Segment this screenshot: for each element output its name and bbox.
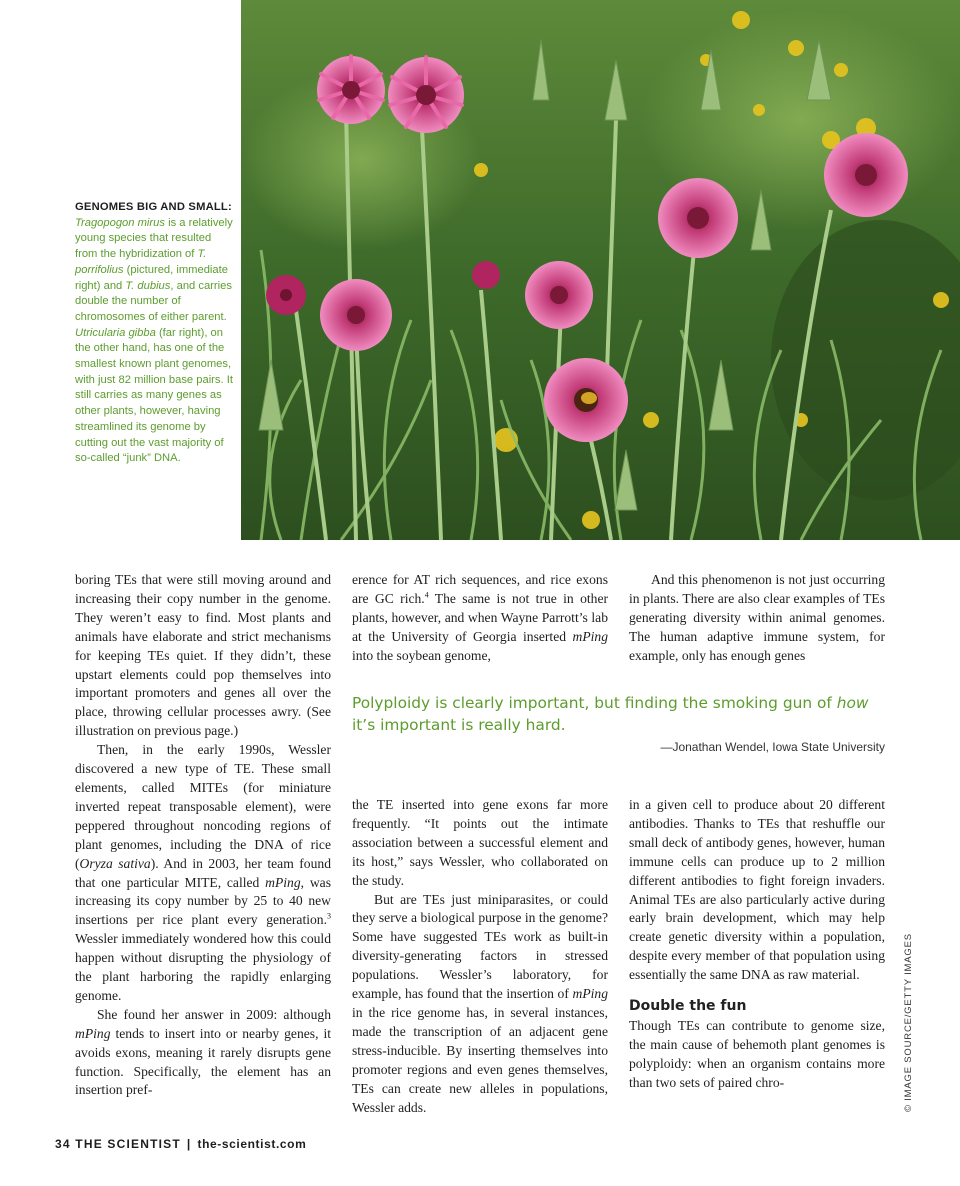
flower-photo <box>241 0 960 540</box>
caption-heading: GENOMES BIG AND SMALL: <box>75 201 232 213</box>
caption-species-name: T. porrifolius <box>75 248 207 276</box>
mping-term: mPing <box>572 628 608 644</box>
article-column-2-bottom <box>352 796 608 1117</box>
page-footer <box>55 1137 306 1151</box>
pull-quote: Polyploidy is clearly important, but finding the smoking gun of how it’s important is really hard. <box>352 694 869 734</box>
paragraph: the TE inserted into gene exons far more frequently. “It points out the intimate association between a successful element and its host,” says Wessler, who collaborated on the study. <box>352 797 608 888</box>
paragraph: Though TEs can contribute to genome size, the main cause of behemoth plant genomes is polyploidy: when an organism contains more than two sets of paired chro- <box>629 1018 885 1090</box>
article-column-3-bottom <box>629 796 885 1093</box>
paragraph: But are TEs just miniparasites, or could they serve a biological purpose in the genome? Some have suggested TEs work as built-in diversity-generating factors in stressed populations. Wessler’s laboratory, for example, has found that the insertion of mPing in the rice genome has, in several instances, made the transcription of an adjacent gene stress-inducible. By inserting themselves into promoter regions and even genes themselves, TEs can create new alleles in populations, Wessler adds. <box>352 891 608 1115</box>
pull-quote-emphasis: how <box>836 694 869 712</box>
website-link[interactable]: the-scientist.com <box>197 1137 307 1151</box>
photo-credit: © IMAGE SOURCE/GETTY IMAGES <box>903 933 914 1112</box>
caption-species-name: Utricularia gibba <box>75 326 156 339</box>
photo-caption <box>75 200 235 467</box>
mping-term: mPing <box>572 986 608 1002</box>
mping-term: mPing <box>265 874 301 890</box>
paragraph: And this phenomenon is not just occurring in plants. There are also clear examples of TEs generating diversity within animal genomes. The human adaptive immune system, for example, only has enough genes <box>629 572 885 663</box>
article-column-2-top <box>352 571 608 666</box>
paragraph: boring TEs that were still moving around and increasing their copy number in the genome. They weren’t easy to find. Most plants and animals have elaborate and strict mechanisms for keeping TEs quiet. If they didn’t, these upstart elements could pop themselves into important promoters and genes all over the place, throwing cellular processes awry. (See illustration on previous page.) <box>75 572 331 739</box>
caption-text: , and carries double the number of chromosomes of either parent. <box>75 279 232 323</box>
species-name: Oryza sativa <box>79 855 151 871</box>
paragraph: erence for AT rich sequences, and rice exons are GC rich.$^4$ The same is not true in other plants, however, and when Wayne Parrott’s lab at the University of Georgia inserted mPing into the soybean genome, <box>352 572 608 663</box>
paragraph: in a given cell to produce about 20 different antibodies. Thanks to TEs that reshuffle our small deck of antibody genes, however, human immune cells can produce up to 2 million different antibodies to fight foreign invaders. Animal TEs are also particularly active during early brain development, which may help create genetic diversity within a population, despite every member of that population using essentially the same DNA as raw material. <box>629 797 885 983</box>
caption-text: is a relatively young species that resulted from the hybridization of <box>75 216 233 261</box>
paragraph: Then, in the early 1990s, Wessler discovered a new type of TE. These small elements, called MITEs (for miniature inverted repeat transposable element), were peppered throughout noncoding regions of plant genomes, including the DNA of rice (Oryza sativa). And in 2003, her team found that one particular MITE, called mPing, was increasing its copy number by 25 to 40 new insertions per rice plant every generation.$^3$ Wessler immediately wondered how this could happen without disrupting the physiology of the plant harboring the rapidly enlarging genome. <box>75 742 331 1003</box>
caption-text: (pictured, immediate right) and <box>75 263 228 292</box>
caption-species-name: Tragopogon mirus <box>75 216 165 229</box>
article-column-1 <box>75 571 331 1100</box>
section-subhead: Double the fun <box>629 998 747 1015</box>
mping-term: mPing <box>75 1025 111 1041</box>
caption-text: (far right), on the other hand, has one of the smallest known plant genomes, with just 82 million base pairs. It still carries as many genes as other plants, however, having streamlined its genome by cutting out the vast majority of so-called “junk” DNA. <box>75 326 233 465</box>
magazine-name: THE SCIENTIST <box>75 1137 181 1151</box>
page-number: 34 <box>55 1137 71 1151</box>
caption-species-name: T. dubius <box>125 279 171 292</box>
reference-number: 4 <box>424 590 429 600</box>
reference-number: 3 <box>327 911 331 921</box>
pull-quote-attribution: —Jonathan Wendel, Iowa State University <box>660 740 885 754</box>
paragraph: She found her answer in 2009: although mPing tends to insert into or nearby genes, it avoids exons, meaning it rarely disrupts gene function. Specifically, the element has an insertion pref- <box>75 1006 331 1098</box>
footer-separator: | <box>186 1137 192 1151</box>
article-column-3-top <box>629 571 885 666</box>
